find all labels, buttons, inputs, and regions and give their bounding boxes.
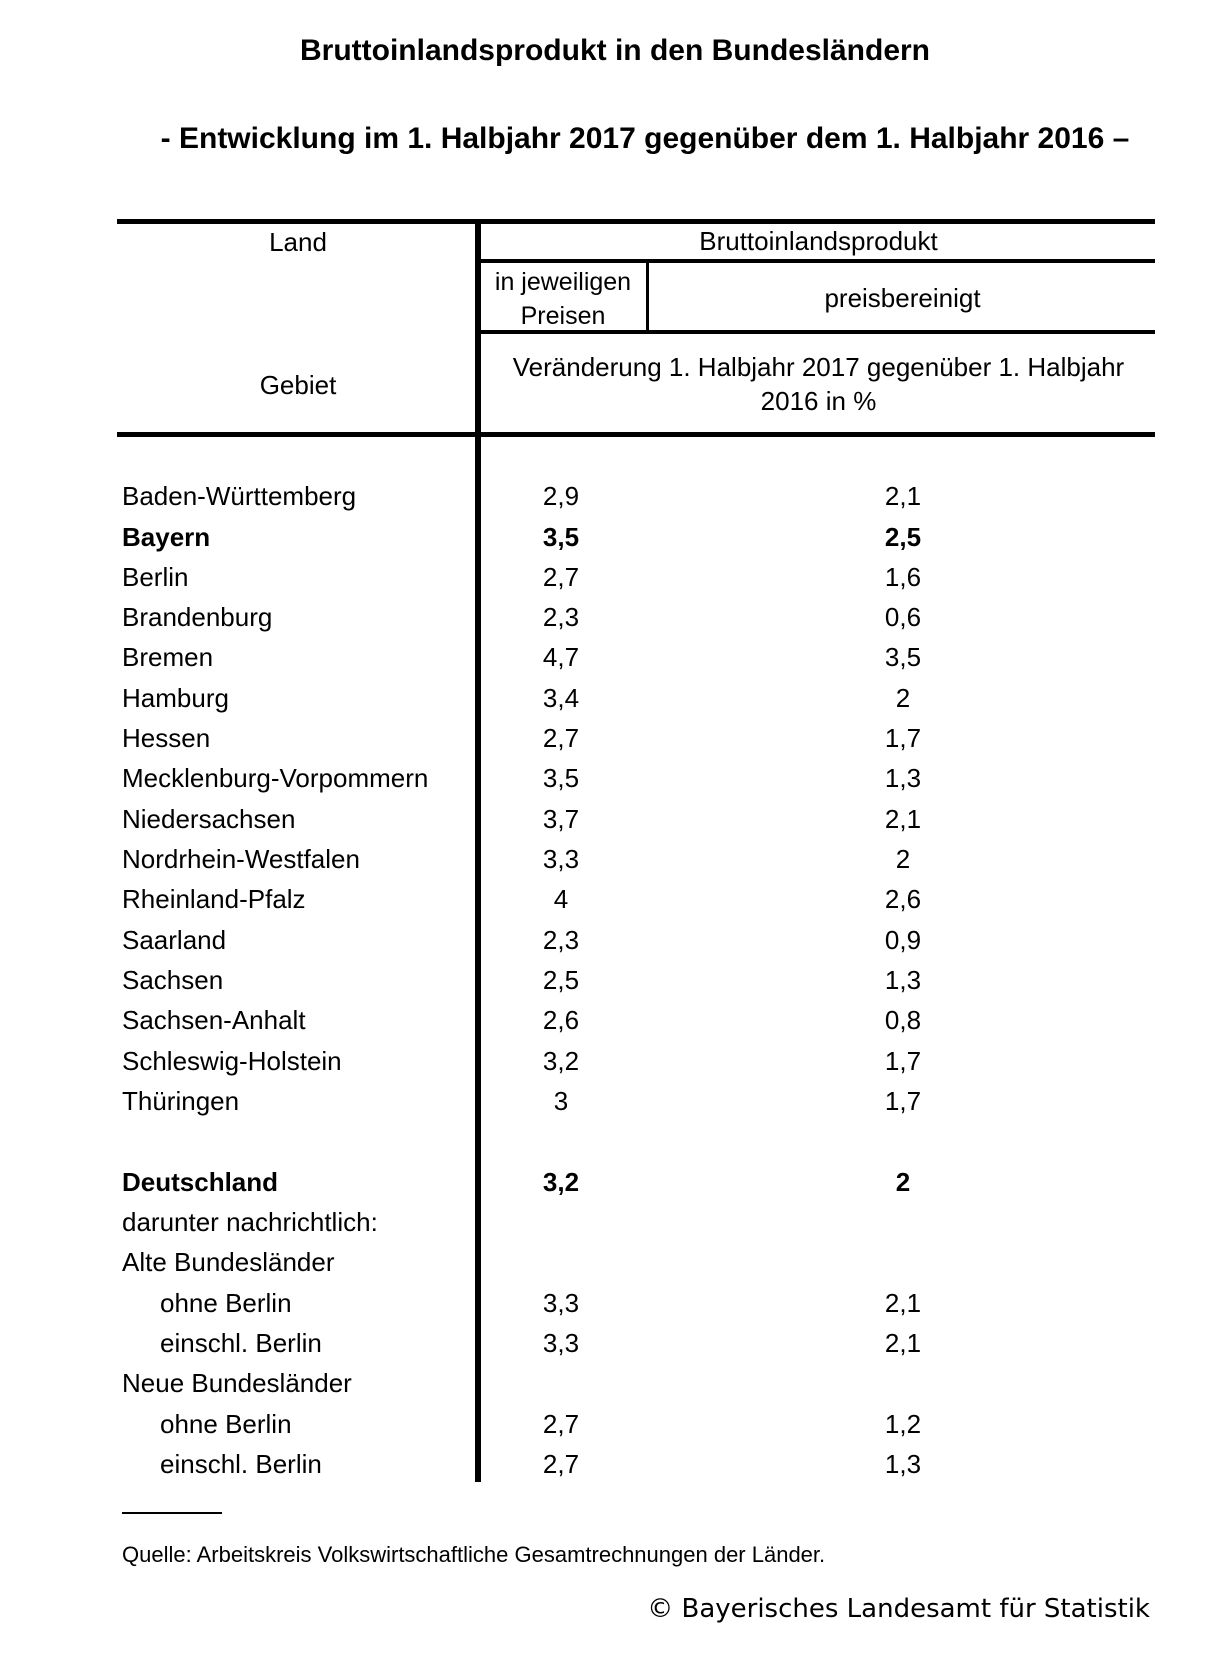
row-value-nominal: 3,2 — [542, 1046, 580, 1076]
summary-row-deutschland — [0, 1162, 1230, 1202]
row-land: Saarland — [122, 925, 227, 955]
header-col2: preisbereinigt — [824, 283, 981, 313]
row-land: Sachsen — [122, 965, 224, 995]
row-land: einschl. Berlin — [160, 1328, 322, 1358]
row-value-nominal: 2,6 — [542, 1005, 580, 1035]
row-value-nominal: 3,3 — [542, 1288, 580, 1318]
row-value-nominal: 2,7 — [542, 562, 580, 592]
row-value-nominal: 3 — [553, 1086, 569, 1116]
table-row — [0, 758, 1230, 798]
row-value-real: 0,8 — [884, 1005, 922, 1035]
header-land: Land — [269, 227, 327, 257]
row-land: ohne Berlin — [160, 1288, 292, 1318]
row-value-real: 1,3 — [884, 1449, 922, 1479]
summary-row — [0, 1323, 1230, 1363]
table-row — [0, 799, 1230, 839]
row-value-nominal: 3,3 — [542, 844, 580, 874]
page-subtitle: - Entwicklung im 1. Halbjahr 2017 gegenüber dem 1. Halbjahr 2016 – — [160, 122, 1130, 155]
row-value-nominal: 2,7 — [542, 723, 580, 753]
row-value-real: 2,1 — [884, 481, 922, 511]
row-value-real: 2,1 — [884, 804, 922, 834]
row-land: Hamburg — [122, 683, 229, 713]
header-col-divider — [646, 263, 649, 332]
row-value-real: 1,7 — [884, 1046, 922, 1076]
table-row — [0, 879, 1230, 919]
table-row — [0, 920, 1230, 960]
row-value-nominal: 3,7 — [542, 804, 580, 834]
page-title: Bruttoinlandsprodukt in den Bundesländern — [300, 34, 930, 67]
row-value-nominal: 2,3 — [542, 602, 580, 632]
row-value-nominal: 2,7 — [542, 1449, 580, 1479]
row-value-real: 2,1 — [884, 1328, 922, 1358]
row-value-nominal: 3,4 — [542, 683, 580, 713]
header-change: Veränderung 1. Halbjahr 2017 gegenüber 1. Halbjahr 2016 in % — [512, 352, 1125, 416]
row-value-nominal: 4,7 — [542, 642, 580, 672]
table-row — [0, 1041, 1230, 1081]
row-value-real: 3,5 — [884, 642, 922, 672]
row-land: Bayern — [122, 522, 211, 552]
table-row — [0, 517, 1230, 557]
summary-row — [0, 1363, 1230, 1403]
table-row — [0, 718, 1230, 758]
row-value-real: 0,6 — [884, 602, 922, 632]
row-value-real: 2,5 — [884, 522, 922, 552]
row-value-real: 2 — [895, 844, 911, 874]
table-row — [0, 1000, 1230, 1040]
row-land: Mecklenburg-Vorpommern — [122, 763, 429, 793]
header-gebiet: Gebiet — [259, 370, 337, 400]
row-value-nominal: 3,5 — [542, 522, 580, 552]
row-value-real: 1,6 — [884, 562, 922, 592]
footnote-rule — [122, 1512, 222, 1514]
row-land: Hessen — [122, 723, 211, 753]
row-group: Alte Bundesländer — [122, 1247, 335, 1277]
row-land: Niedersachsen — [122, 804, 296, 834]
summary-row — [0, 1242, 1230, 1282]
row-note: darunter nachrichtlich: — [122, 1207, 378, 1237]
row-land: Schleswig-Holstein — [122, 1046, 342, 1076]
table-row — [0, 637, 1230, 677]
header-col1: in jeweiligen Preisen — [494, 268, 632, 330]
row-value-real: 2 — [895, 1167, 911, 1197]
row-value-real: 1,2 — [884, 1409, 922, 1439]
row-land: Brandenburg — [122, 602, 273, 632]
row-land: ohne Berlin — [160, 1409, 292, 1439]
row-land: Nordrhein-Westfalen — [122, 844, 360, 874]
row-value-real: 1,3 — [884, 763, 922, 793]
header-bip: Bruttoinlandsprodukt — [699, 226, 938, 256]
row-land: Thüringen — [122, 1086, 240, 1116]
row-value-real: 2 — [895, 683, 911, 713]
table-row — [0, 557, 1230, 597]
row-value-nominal: 2,7 — [542, 1409, 580, 1439]
row-value-nominal: 2,9 — [542, 481, 580, 511]
row-land: Baden-Württemberg — [122, 481, 357, 511]
row-group: Neue Bundesländer — [122, 1368, 352, 1398]
table-row — [0, 597, 1230, 637]
header-bip-rule — [480, 259, 1155, 263]
row-value-nominal: 2,3 — [542, 925, 580, 955]
table-row — [0, 839, 1230, 879]
row-value-real: 1,7 — [884, 1086, 922, 1116]
row-value-real: 1,7 — [884, 723, 922, 753]
row-value-nominal: 3,2 — [542, 1167, 580, 1197]
row-value-real: 2,6 — [884, 884, 922, 914]
row-value-nominal: 4 — [553, 884, 569, 914]
row-land: einschl. Berlin — [160, 1449, 322, 1479]
row-value-real: 2,1 — [884, 1288, 922, 1318]
row-land: Rheinland-Pfalz — [122, 884, 306, 914]
row-value-real: 0,9 — [884, 925, 922, 955]
row-value-real: 1,3 — [884, 965, 922, 995]
table-row — [0, 1081, 1230, 1121]
row-land: Sachsen-Anhalt — [122, 1005, 306, 1035]
row-value-nominal: 3,5 — [542, 763, 580, 793]
row-land: Deutschland — [122, 1167, 279, 1197]
row-land: Bremen — [122, 642, 214, 672]
table-row — [0, 960, 1230, 1000]
summary-row — [0, 1202, 1230, 1242]
summary-row — [0, 1444, 1230, 1484]
table-header-bottom-rule — [117, 432, 1155, 437]
summary-row — [0, 1283, 1230, 1323]
table-row — [0, 476, 1230, 516]
row-value-nominal: 2,5 — [542, 965, 580, 995]
row-land: Berlin — [122, 562, 189, 592]
source-note: Quelle: Arbeitskreis Volkswirtschaftliche Gesamtrechnungen der Länder. — [122, 1542, 826, 1567]
table-row — [0, 678, 1230, 718]
summary-row — [0, 1404, 1230, 1444]
copyright-note: © Bayerisches Landesamt für Statistik — [647, 1594, 1150, 1624]
row-value-nominal: 3,3 — [542, 1328, 580, 1358]
